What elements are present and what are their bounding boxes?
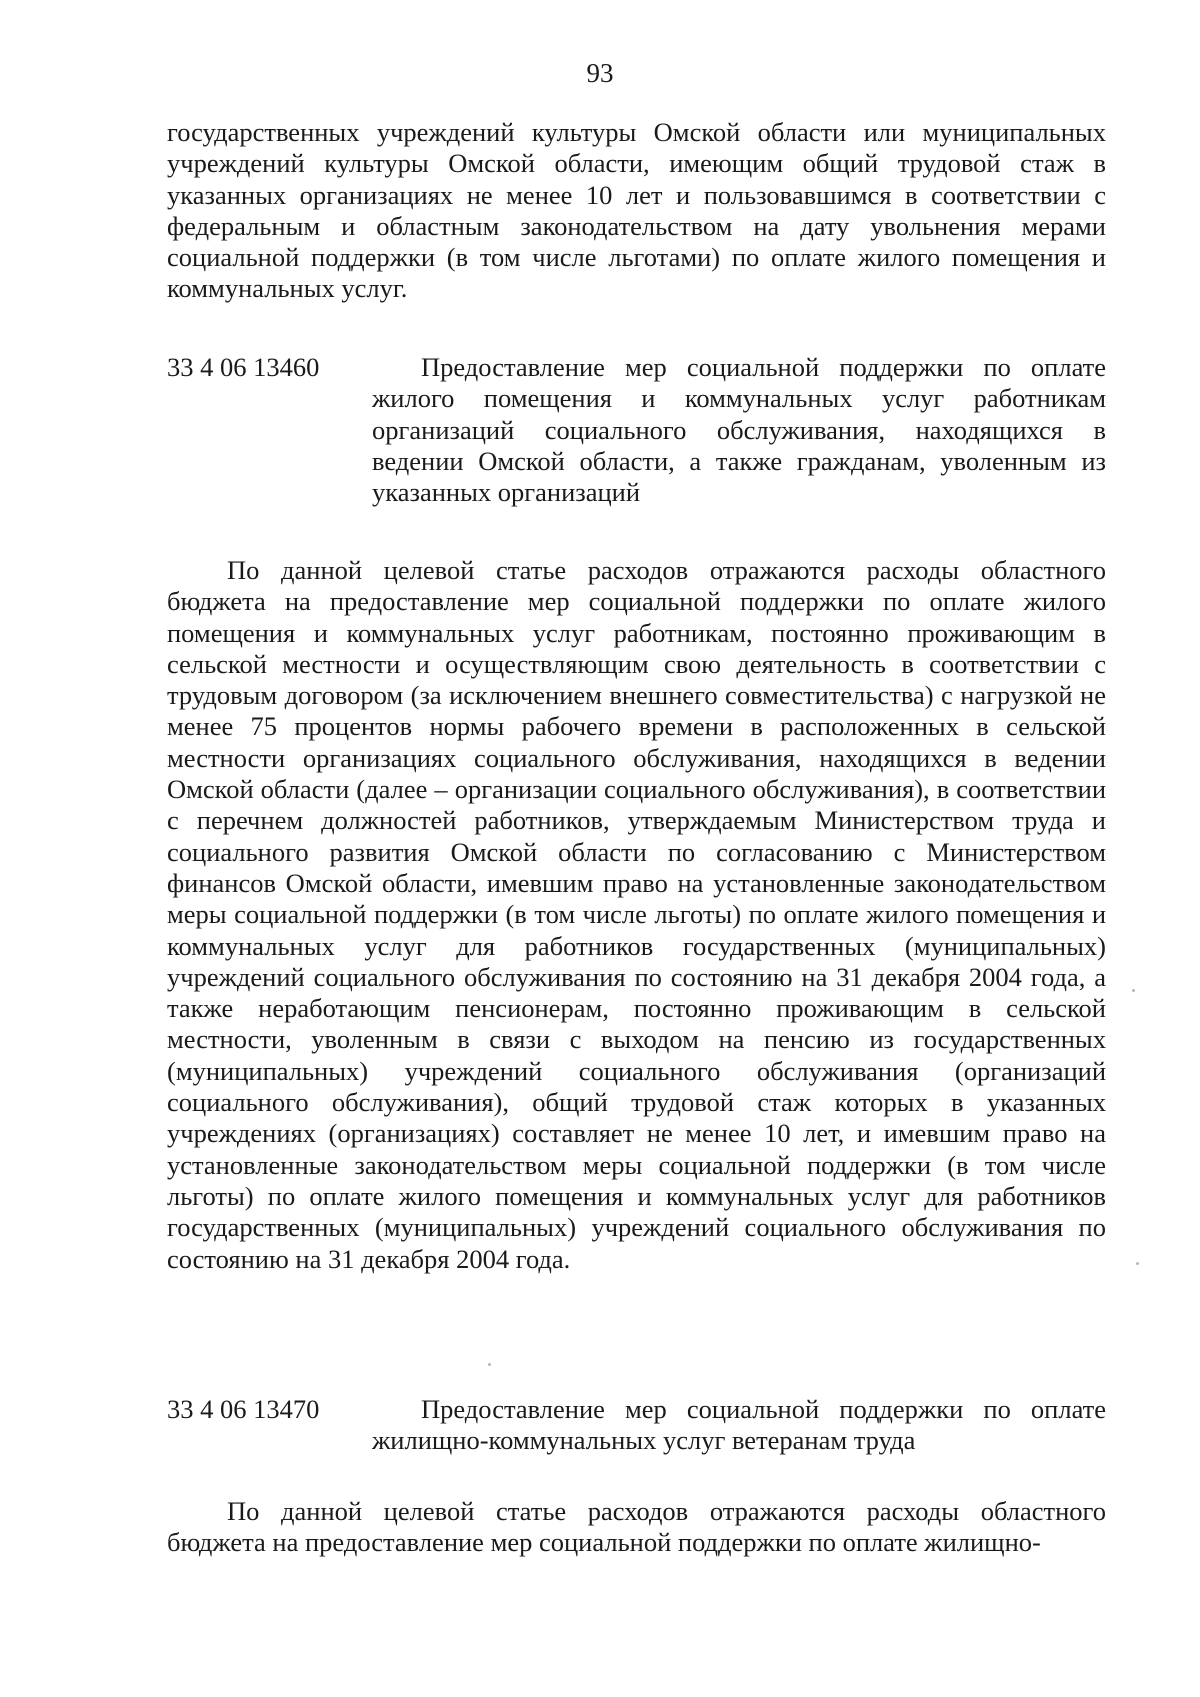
scan-speck: [1132, 989, 1135, 992]
paragraph-continuation: государственных учреждений культуры Омской области или муниципальных учреждений культуры Омской области, имеющим общий трудовой стаж в указанных организациях не менее 10 лет и пользовавшимся в соответствии с федеральным и областным законодательством на дату увольнения мерами социальной поддержки (в том числе льготами) по оплате жилого помещения и коммунальных услуг.: [167, 117, 1106, 304]
page-number: 93: [586, 58, 614, 88]
budget-entry-13460: [167, 352, 1106, 508]
entry-code: 33 4 06 13460: [167, 352, 320, 382]
scan-speck: [1136, 1262, 1139, 1265]
scan-speck: [488, 1363, 491, 1366]
entry-title: Предоставление мер социальной поддержки по оплате жилого помещения и коммунальных услуг работникам организаций социального обслуживания, находящихся в ведении Омской области, а также гражданам, уволенным из указанных организаций: [372, 352, 1106, 508]
budget-entry-13470: [167, 1394, 1106, 1457]
paragraph-description-13460: По данной целевой статье расходов отражаются расходы областного бюджета на предоставление мер социальной поддержки по оплате жилого помещения и коммунальных услуг работникам, постоянно проживающим в сельской местности и осуществляющим свою деятельность в соответствии с трудовым договором (за исключением внешнего совместительства) с нагрузкой не менее 75 процентов нормы рабочего времени в расположенных в сельской местности организациях социального обслуживания, находящихся в ведении Омской области (далее – организации социального обслуживания), в соответствии с перечнем должностей работников, утверждаемым Министерством труда и социального развития Омской области по согласованию с Министерством финансов Омской области, имевшим право на установленные законодательством меры социальной поддержки (в том числе льготы) по оплате жилого помещения и коммунальных услуг для работников государственных (муниципальных) учреждений социального обслуживания по состоянию на 31 декабря 2004 года, а также неработающим пенсионерам, постоянно проживающим в сельской местности, уволенным в связи с выходом на пенсию из государственных (муниципальных) учреждений социального обслуживания (организаций социального обслуживания), общий трудовой стаж которых в указанных учреждениях (организациях) составляет не менее 10 лет, и имевшим право на установленные законодательством меры социальной поддержки (в том числе льготы) по оплате жилого помещения и коммунальных услуг для работников государственных (муниципальных) учреждений социального обслуживания по состоянию на 31 декабря 2004 года.: [167, 555, 1106, 1274]
paragraph-description-13470: По данной целевой статье расходов отражаются расходы областного бюджета на предоставление мер социальной поддержки по оплате жилищно-: [167, 1496, 1106, 1558]
entry-title: Предоставление мер социальной поддержки по оплате жилищно-коммунальных услуг ветеранам труда: [372, 1394, 1106, 1456]
entry-code: 33 4 06 13470: [167, 1394, 320, 1424]
